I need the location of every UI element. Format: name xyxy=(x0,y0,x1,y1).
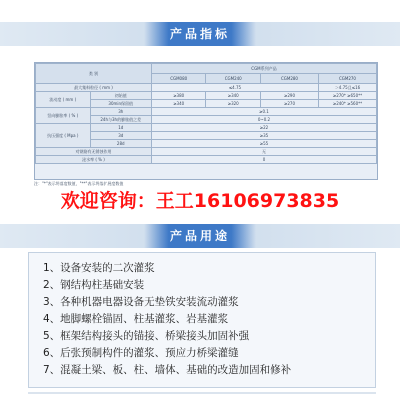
spec-cell: ≤4.75 xyxy=(151,84,318,92)
spec-row-expansion-3h xyxy=(36,108,377,116)
spec-note: 注："*"表示坍落度数值，"**"表示坍落扩展度数值 xyxy=(34,181,124,186)
list-item: 3、各种机器电器设备无垫铁安装流动灌浆 xyxy=(43,296,239,308)
uses-list xyxy=(43,260,291,379)
uses-title: 产品用途 xyxy=(144,224,256,248)
spec-row-label: 抗压强度 ( Mpa ) xyxy=(36,124,91,148)
spec-cell: ≥340 xyxy=(206,92,261,100)
spec-model: CGM280 xyxy=(261,74,319,84)
spec-row-sublabel: 1d xyxy=(90,124,151,132)
spec-cell xyxy=(318,92,376,100)
spec-row-label: 竖向膨胀率 ( % ) xyxy=(36,108,91,124)
spec-cell: ≥340 xyxy=(151,100,206,108)
spec-value: ≥560** xyxy=(347,101,363,106)
spec-value: ≥270* xyxy=(332,93,346,98)
spec-header-series: CGM系列产品 xyxy=(151,64,376,74)
contact-banner: 欢迎咨询：王工16106973835 xyxy=(60,190,340,212)
spec-row-label: 流动度 ( mm ) xyxy=(36,92,91,108)
spec-cell xyxy=(318,100,376,108)
spec-cell: ≥0.1 xyxy=(151,108,376,116)
spec-row-sublabel: 30min保留值 xyxy=(90,100,151,108)
list-item: 2、钢结构柱基础安装 xyxy=(43,279,145,291)
spec-row-label: 最大集料粒径 ( mm ) xyxy=(36,84,152,92)
spec-row-sublabel: 初始值 xyxy=(90,92,151,100)
spec-value: ≥650** xyxy=(347,93,363,98)
spec-row-bleeding xyxy=(36,156,377,164)
spec-model: CGM240 xyxy=(206,74,261,84)
spec-cell: 无 xyxy=(151,148,376,156)
specs-title: 产品指标 xyxy=(144,22,256,46)
list-item: 7、混凝土梁、板、柱、墙体、基础的改造加固和修补 xyxy=(43,364,292,376)
spec-row-flow-initial xyxy=(36,92,377,100)
spec-cell: ≥22 xyxy=(151,124,376,132)
list-item: 4、地脚螺栓锚固、柱基灌浆、岩基灌浆 xyxy=(43,313,229,325)
spec-cell: ≥55 xyxy=(151,140,376,148)
spec-row-strength-1d xyxy=(36,124,377,132)
spec-cell: ≥35 xyxy=(151,132,376,140)
uses-panel xyxy=(28,252,376,388)
spec-row-sublabel: 3d xyxy=(90,132,151,140)
spec-header-category: 类 别 xyxy=(36,64,152,84)
spec-cell: 0 xyxy=(151,156,376,164)
spec-cell: ≥290 xyxy=(261,92,319,100)
spec-model: CGM080 xyxy=(151,74,206,84)
spec-cell: ≥380 xyxy=(151,92,206,100)
list-item: 1、设备安装的二次灌浆 xyxy=(43,262,155,274)
list-item: 6、后张预制构件的灌浆、预应力桥梁灌缝 xyxy=(43,347,239,359)
list-item: 5、框架结构接头的锚接、桥梁接头加固补强 xyxy=(43,330,250,342)
spec-cell: ≥320 xyxy=(206,100,261,108)
divider xyxy=(28,392,376,394)
spec-row-label: 泌水率 ( % ) xyxy=(36,156,152,164)
spec-row-sublabel: 3h xyxy=(90,108,151,116)
spec-model: CGM270 xyxy=(318,74,376,84)
spec-row-label: 对钢筋有无锈蚀作用 xyxy=(36,148,152,156)
specs-banner xyxy=(0,22,400,46)
spec-cell: ≥270 xyxy=(261,100,319,108)
uses-banner xyxy=(0,224,400,248)
spec-row-sublabel: 28d xyxy=(90,140,151,148)
spec-header-row xyxy=(36,64,377,74)
spec-table xyxy=(34,62,378,180)
spec-value: ≥240* xyxy=(332,101,346,106)
spec-cell: ＞4.75且≤16 xyxy=(318,84,376,92)
spec-row-corrosion xyxy=(36,148,377,156)
spec-row-sublabel: 24h与3h的膨胀值之差 xyxy=(90,116,151,124)
spec-row-aggregate xyxy=(36,84,377,92)
spec-cell: 0~0.2 xyxy=(151,116,376,124)
